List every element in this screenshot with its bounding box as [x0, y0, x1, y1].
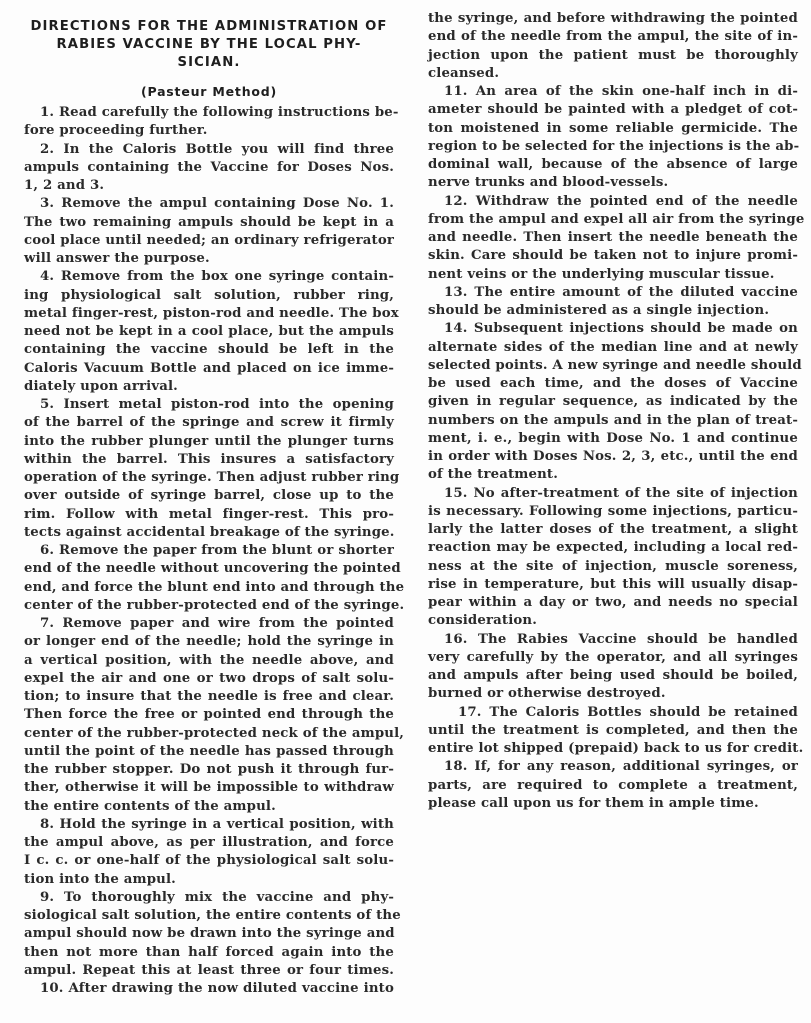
- text-line: alternate sides of the median line and at newly: [428, 339, 798, 355]
- text-line: nerve trunks and blood-vessels.: [428, 175, 669, 191]
- text-line: until the point of the needle has passed through: [24, 743, 394, 759]
- text-line: 11. An area of the skin one-half inch in di-: [444, 84, 798, 99]
- text-line: 12. Withdraw the pointed end of the needle: [444, 193, 798, 209]
- text-line: skin. Care should be taken not to injure promi-: [428, 248, 798, 264]
- text-line: ing physiological salt solution, rubber ring,: [24, 287, 394, 303]
- text-line: end, and force the blunt end into and through the: [24, 579, 405, 595]
- text-line: siological salt solution, the entire contents of the: [24, 908, 401, 923]
- text-line: the rubber stopper. Do not push it through fur-: [24, 762, 394, 777]
- text-line: rise in temperature, but this will usually disap-: [428, 576, 798, 592]
- text-line: 1, 2 and 3.: [24, 178, 105, 193]
- text-line: is necessary. Following some injections, particu-: [428, 503, 798, 519]
- text-line: ment, i. e., begin with Dose No. 1 and continue: [428, 430, 798, 446]
- text-line: cleansed.: [428, 65, 500, 81]
- text-line: 1. Read carefully the following instructions be-: [40, 105, 399, 120]
- text-line: operation of the syringe. Then adjust rubber ring: [24, 470, 400, 485]
- text-line: from the ampul and expel all air from the syringe: [428, 211, 805, 227]
- text-line: jection upon the patient must be thoroughly: [428, 47, 798, 63]
- text-line: 14. Subsequent injections should be made on: [444, 321, 798, 337]
- left-column-text: [24, 104, 405, 998]
- text-line: ampul. Repeat this at least three or four times.: [24, 962, 394, 978]
- text-line: consideration.: [428, 613, 538, 629]
- text-line: ness at the site of injection, muscle soreness,: [428, 558, 798, 574]
- text-line: ther, otherwise it will be impossible to withdraw: [24, 780, 394, 796]
- text-line: Caloris Vacuum Bottle and placed on ice imme-: [24, 360, 394, 376]
- text-line: the ampul above, as per illustration, and force: [24, 835, 394, 850]
- text-line: given in regular sequence, as indicated by the: [428, 394, 798, 410]
- text-line: end of the needle from the ampul, the site of in-: [428, 29, 798, 45]
- title-line: SICIAN.: [177, 55, 241, 70]
- text-line: selected points. A new syringe and needle should: [428, 357, 802, 373]
- text-line: tects against accidental breakage of the syringe.: [24, 524, 395, 540]
- text-line: a vertical position, with the needle above, and: [24, 652, 394, 668]
- text-line: the syringe, and before withdrawing the pointed: [428, 11, 798, 26]
- text-line: center of the rubber-protected neck of the ampul,: [24, 725, 405, 741]
- text-line: expel the air and one or two drops of salt solu-: [24, 670, 394, 686]
- text-line: 13. The entire amount of the diluted vaccine: [444, 284, 798, 300]
- text-line: ameter should be painted with a pledget of cot-: [428, 102, 798, 118]
- text-line: pear within a day or two, and needs no special: [428, 595, 798, 610]
- text-line: very carefully by the operator, and all syringes: [428, 649, 798, 665]
- right-column-text: [428, 10, 805, 813]
- text-line: be used each time, and the doses of Vaccine: [428, 376, 798, 391]
- text-line: fore proceeding further.: [24, 123, 208, 139]
- title-line: DIRECTIONS FOR THE ADMINISTRATION OF: [30, 19, 388, 34]
- text-line: please call upon us for them in ample time.: [428, 795, 759, 811]
- text-line: ampuls containing the Vaccine for Doses Nos.: [24, 159, 394, 175]
- text-line: Then force the free or pointed end through the: [24, 707, 394, 723]
- text-line: 7. Remove paper and wire from the pointed: [40, 616, 394, 631]
- text-line: of the barrel of the springe and screw it firmly: [24, 415, 394, 431]
- text-line: 16. The Rabies Vaccine should be handled: [444, 631, 798, 647]
- text-line: ampul should now be drawn into the syringe and: [24, 926, 395, 942]
- text-line: the entire contents of the ampul.: [24, 798, 276, 814]
- text-line: rim. Follow with metal finger-rest. This pro-: [24, 506, 394, 522]
- text-line: tion into the ampul.: [24, 871, 176, 887]
- text-line: of the treatment.: [428, 467, 559, 483]
- text-line: dominal wall, because of the absence of large: [428, 157, 798, 172]
- title-line: RABIES VACCINE BY THE LOCAL PHY-: [56, 37, 362, 52]
- right-column: [428, 10, 805, 813]
- document-title: [24, 0, 394, 72]
- text-line: region to be selected for the injections is the ab-: [428, 138, 800, 154]
- left-column: [24, 0, 405, 998]
- text-line: center of the rubber-protected end of the syringe.: [24, 597, 405, 613]
- text-line: 17. The Caloris Bottles should be retained: [458, 704, 798, 720]
- text-line: 18. If, for any reason, additional syringes, or: [444, 759, 798, 775]
- document-subtitle: (Pasteur Method): [140, 84, 278, 99]
- text-line: in order with Doses Nos. 2, 3, etc., until the end: [428, 449, 798, 464]
- text-line: numbers on the ampuls and in the plan of treat-: [428, 412, 798, 428]
- text-line: or longer end of the needle; hold the syringe in: [24, 634, 394, 650]
- text-line: 3. Remove the ampul containing Dose No. 1.: [40, 196, 394, 212]
- text-line: diately upon arrival.: [24, 378, 178, 394]
- text-line: 8. Hold the syringe in a vertical position, with: [40, 816, 394, 832]
- text-line: burned or otherwise destroyed.: [428, 686, 666, 702]
- text-line: I c. c. or one-half of the physiological salt solu-: [24, 853, 394, 869]
- text-line: 5. Insert metal piston-rod into the opening: [40, 397, 394, 412]
- text-line: 4. Remove from the box one syringe contain-: [40, 269, 394, 285]
- text-line: 9. To thoroughly mix the vaccine and phy-: [40, 889, 394, 905]
- text-line: larly the latter doses of the treatment, a slight: [428, 522, 798, 537]
- text-line: over outside of syringe barrel, close up to the: [24, 488, 394, 504]
- text-line: and needle. Then insert the needle beneath the: [428, 230, 798, 245]
- text-line: 15. No after-treatment of the site of injection: [444, 485, 798, 501]
- text-line: should be administered as a single injection.: [428, 303, 770, 318]
- text-line: 6. Remove the paper from the blunt or shorter: [40, 543, 394, 558]
- text-line: until the treatment is completed, and then the: [428, 722, 798, 738]
- text-line: need not be kept in a cool place, but the ampuls: [24, 324, 394, 339]
- text-line: entire lot shipped (prepaid) back to us for credit.: [428, 741, 804, 756]
- text-line: nent veins or the underlying muscular tissue.: [428, 266, 775, 282]
- text-line: parts, are required to complete a treatment,: [428, 777, 798, 793]
- text-line: containing the vaccine should be left in the: [24, 342, 394, 358]
- text-line: The two remaining ampuls should be kept in a: [24, 214, 394, 230]
- text-line: into the rubber plunger until the plunger turns: [24, 433, 394, 449]
- text-line: end of the needle without uncovering the pointed: [24, 561, 401, 577]
- text-line: within the barrel. This insures a satisfactory: [24, 451, 394, 467]
- text-line: cool place until needed; an ordinary refrigerator: [24, 232, 394, 248]
- text-line: and ampuls after being used should be boiled,: [428, 668, 798, 683]
- text-line: metal finger-rest, piston-rod and needle. The box: [24, 305, 399, 321]
- text-line: tion; to insure that the needle is free and clear.: [24, 689, 394, 704]
- text-line: reaction may be expected, including a local red-: [428, 540, 798, 556]
- text-line: will answer the purpose.: [24, 251, 210, 266]
- text-line: 10. After drawing the now diluted vaccine into: [40, 981, 394, 996]
- text-line: 2. In the Caloris Bottle you will find three: [40, 141, 394, 157]
- text-line: ton moistened in some reliable germicide. The: [428, 120, 798, 136]
- text-line: then not more than half forced again into the: [24, 944, 394, 960]
